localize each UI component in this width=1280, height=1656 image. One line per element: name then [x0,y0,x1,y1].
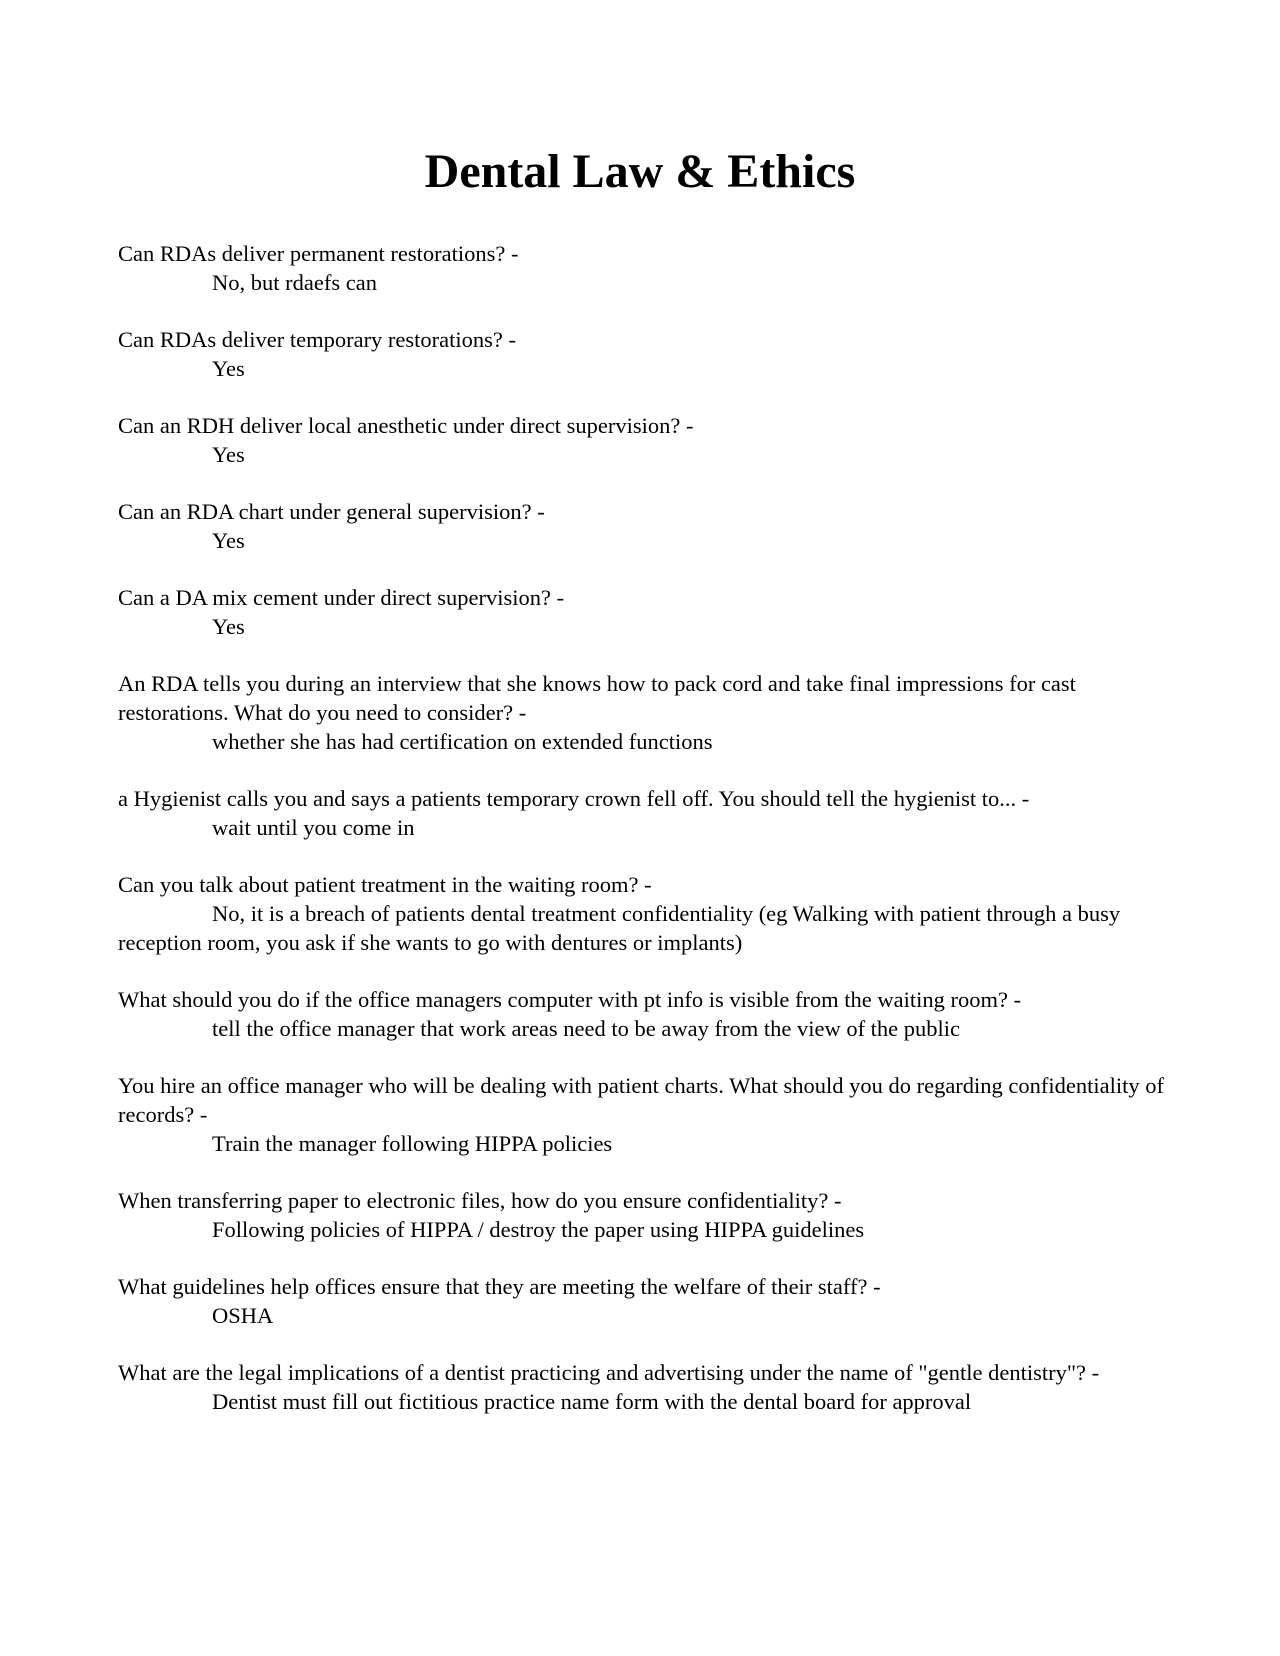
answer-text: Dentist must fill out fictitious practice name form with the dental board for approval [212,1388,972,1414]
answer-text: OSHA [212,1302,274,1328]
qa-item [118,240,1170,297]
question-text: Can RDAs deliver temporary restorations? - [118,327,517,353]
qa-item [118,670,1170,756]
answer-text: wait until you come in [212,814,415,840]
qa-item [118,986,1170,1043]
qa-item [118,785,1170,842]
answer-text: whether she has had certification on extended functions [212,728,713,754]
question-text: Can RDAs deliver permanent restorations? - [118,241,519,266]
question-text: When transferring paper to electronic files, how do you ensure confidentiality? - [118,1188,842,1214]
answer-text: Train the manager following HIPPA policies [212,1130,613,1156]
qa-item [118,871,1170,957]
answer-text: tell the office manager that work areas need to be away from the view of the public [212,1015,961,1041]
question-text: What should you do if the office managers computer with pt info is visible from the waiting room? - [118,987,1022,1013]
answer-text: Yes [212,614,245,640]
answer-text: Yes [212,441,245,467]
question-text: Can you talk about patient treatment in the waiting room? - [118,872,652,898]
question-text: What are the legal implications of a dentist practicing and advertising under the name of "gentle dentistry"? - [118,1360,1100,1386]
question-text: a Hygienist calls you and says a patients temporary crown fell off. You should tell the hygienist to... - [118,786,1030,812]
qa-item [118,584,1170,641]
answer-text: Following policies of HIPPA / destroy the paper using HIPPA guidelines [212,1216,865,1242]
qa-item [118,1273,1170,1330]
qa-item [118,1359,1170,1416]
answer-text: Yes [212,527,245,553]
qa-item [118,498,1170,555]
answer-text: Yes [212,355,245,381]
question-text: Can an RDA chart under general supervision? - [118,499,545,525]
answer-text: No, but rdaefs can [212,269,377,295]
question-text: What guidelines help offices ensure that they are meeting the welfare of their staff? - [118,1274,881,1300]
question-text: You hire an office manager who will be dealing with patient charts. What should you do regarding confidentiality of records? - [118,1073,1164,1127]
qa-item [118,412,1170,469]
qa-item [118,1187,1170,1244]
question-text: Can a DA mix cement under direct supervision? - [118,585,565,611]
question-text: An RDA tells you during an interview that she knows how to pack cord and take final impressions for cast restorations. What do you need to consider? - [118,671,1076,726]
qa-item [118,326,1170,383]
answer-text: No, it is a breach of patients dental treatment confidentiality (eg Walking with patient through a busy reception room, you ask if she wants to go with dentures or implants) [118,901,1121,955]
question-text: Can an RDH deliver local anesthetic under direct supervision? - [118,413,694,439]
qa-list [118,240,1170,1445]
document-title: Dental Law & Ethics [424,145,856,198]
qa-item [118,1072,1170,1158]
